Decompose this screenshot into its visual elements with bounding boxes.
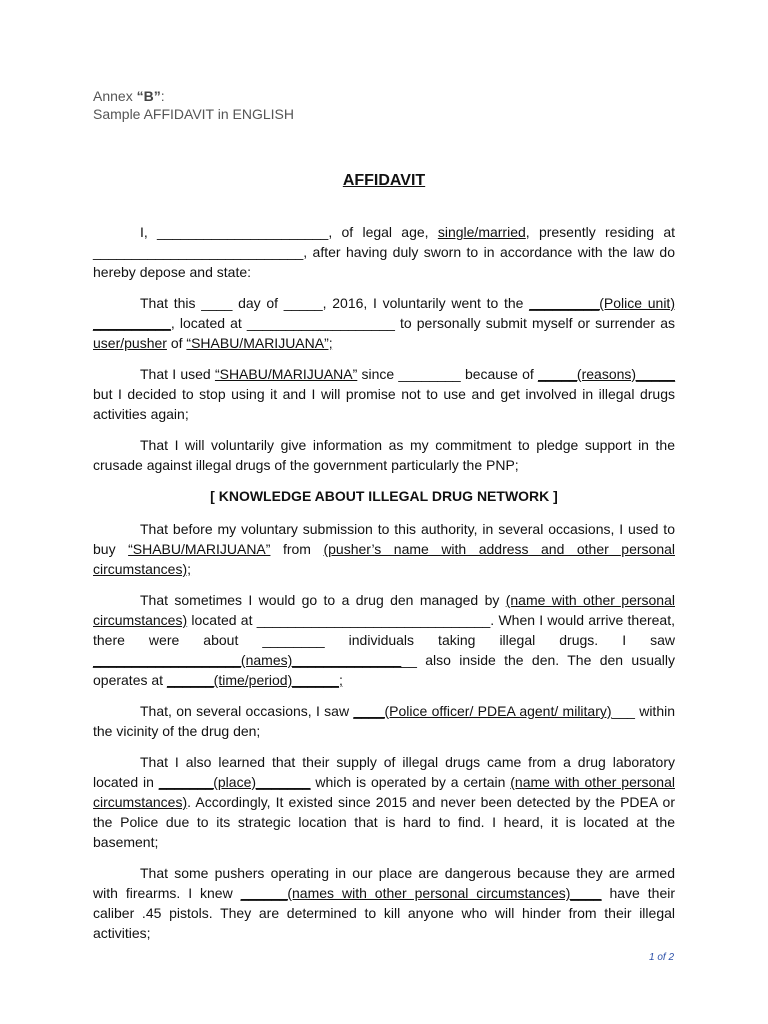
paragraph-text: which is operated by a certain <box>310 774 511 790</box>
annex-subtitle: Sample AFFIDAVIT in ENGLISH <box>93 106 294 122</box>
affidavit-paragraph <box>93 752 675 852</box>
paragraph-text: , presently residing at ___________________________, after having duly sworn to in accordance with the law do hereby depose and state: <box>93 224 675 280</box>
paragraph-text: I, ______________________, of legal age, <box>140 224 438 240</box>
paragraph-text: but I decided to stop using it and I will promise not to use and get involved in illegal drugs activities again; <box>93 386 675 422</box>
paragraph-text: That I used <box>140 366 215 382</box>
underlined-text: _____(reasons)_____ <box>538 366 675 382</box>
paragraph-text: That this ____ day of _____, 2016, I voluntarily went to the <box>140 295 530 311</box>
paragraph-text: That some pushers operating in our place are dangerous because they are armed with firearms. I knew <box>93 865 675 901</box>
document-title: AFFIDAVIT <box>342 172 426 189</box>
page-number: 1 of 2 <box>649 952 675 963</box>
paragraph-text: That before my voluntary submission to this authority, in several occasions, I used to buy <box>93 521 675 557</box>
paragraph-text: That, on several occasions, I saw <box>140 703 354 719</box>
underlined-text: user/pusher <box>93 335 167 351</box>
affidavit-paragraph <box>93 435 675 475</box>
paragraph-text: of <box>166 335 187 351</box>
underlined-text: “SHABU/MARIJUANA” <box>128 541 271 557</box>
annex-header <box>93 87 294 123</box>
paragraph-text: from <box>270 541 324 557</box>
annex-label: Annex “B”: <box>93 88 165 104</box>
underlined-text: (name with other personal circumstances) <box>93 774 675 810</box>
paragraph-text: That I also learned that their supply of illegal drugs came from a drug laboratory located in <box>93 754 675 790</box>
paragraph-text: . Accordingly, It existed since 2015 and never been detected by the PDEA or the Police due to its strategic location that is hard to find. I heard, it is located at the basement; <box>93 794 675 850</box>
paragraph-text: since ________ because of <box>357 366 538 382</box>
affidavit-paragraph <box>93 222 675 282</box>
underlined-text: “SHABU/MARIJUANA” <box>214 366 358 382</box>
underlined-text: (name with other personal circumstances) <box>93 592 675 628</box>
paragraph-text: __ also inside the den. The den usually operates at <box>93 652 675 688</box>
paragraph-text: located at ______________________________. When I would arrive thereat, there were about ________ individuals taking illegal drugs. I saw <box>93 612 675 648</box>
underlined-text: ___________________(names)______________ <box>93 652 402 668</box>
document-body <box>93 222 675 954</box>
affidavit-paragraph <box>93 519 675 579</box>
affidavit-paragraph <box>93 293 675 353</box>
underlined-text: _______(place)_______ <box>158 774 311 790</box>
paragraph-text: , located at ___________________ to personally submit myself or surrender as <box>170 315 675 331</box>
section-heading: [ KNOWLEDGE ABOUT ILLEGAL DRUG NETWORK ] <box>210 488 558 504</box>
underlined-text: ______(time/period)______; <box>166 672 343 688</box>
underlined-text: (pusher’s name with address and other personal circumstances); <box>93 541 675 577</box>
underlined-text: _________(Police unit) __________ <box>93 295 675 331</box>
affidavit-paragraph <box>93 863 675 943</box>
underlined-text: ____(Police officer/ PDEA agent/ military) <box>353 703 612 719</box>
affidavit-paragraph <box>93 701 675 741</box>
paragraph-text: That sometimes I would go to a drug den managed by <box>140 592 506 608</box>
underlined-text: ______(names with other personal circumstances)____ <box>240 885 602 901</box>
paragraph-text: That I will voluntarily give information as my commitment to pledge support in the crusade against illegal drugs of the government particularly the PNP; <box>93 437 675 473</box>
affidavit-paragraph <box>93 590 675 690</box>
paragraph-text: have their caliber .45 pistols. They are determined to kill anyone who will hinder from their illegal activities; <box>93 885 675 941</box>
affidavit-paragraph <box>93 364 675 424</box>
underlined-text: single/married <box>437 224 526 240</box>
underlined-text: “SHABU/MARIJUANA”; <box>186 335 333 351</box>
paragraph-text: ___ within the vicinity of the drug den; <box>93 703 676 739</box>
